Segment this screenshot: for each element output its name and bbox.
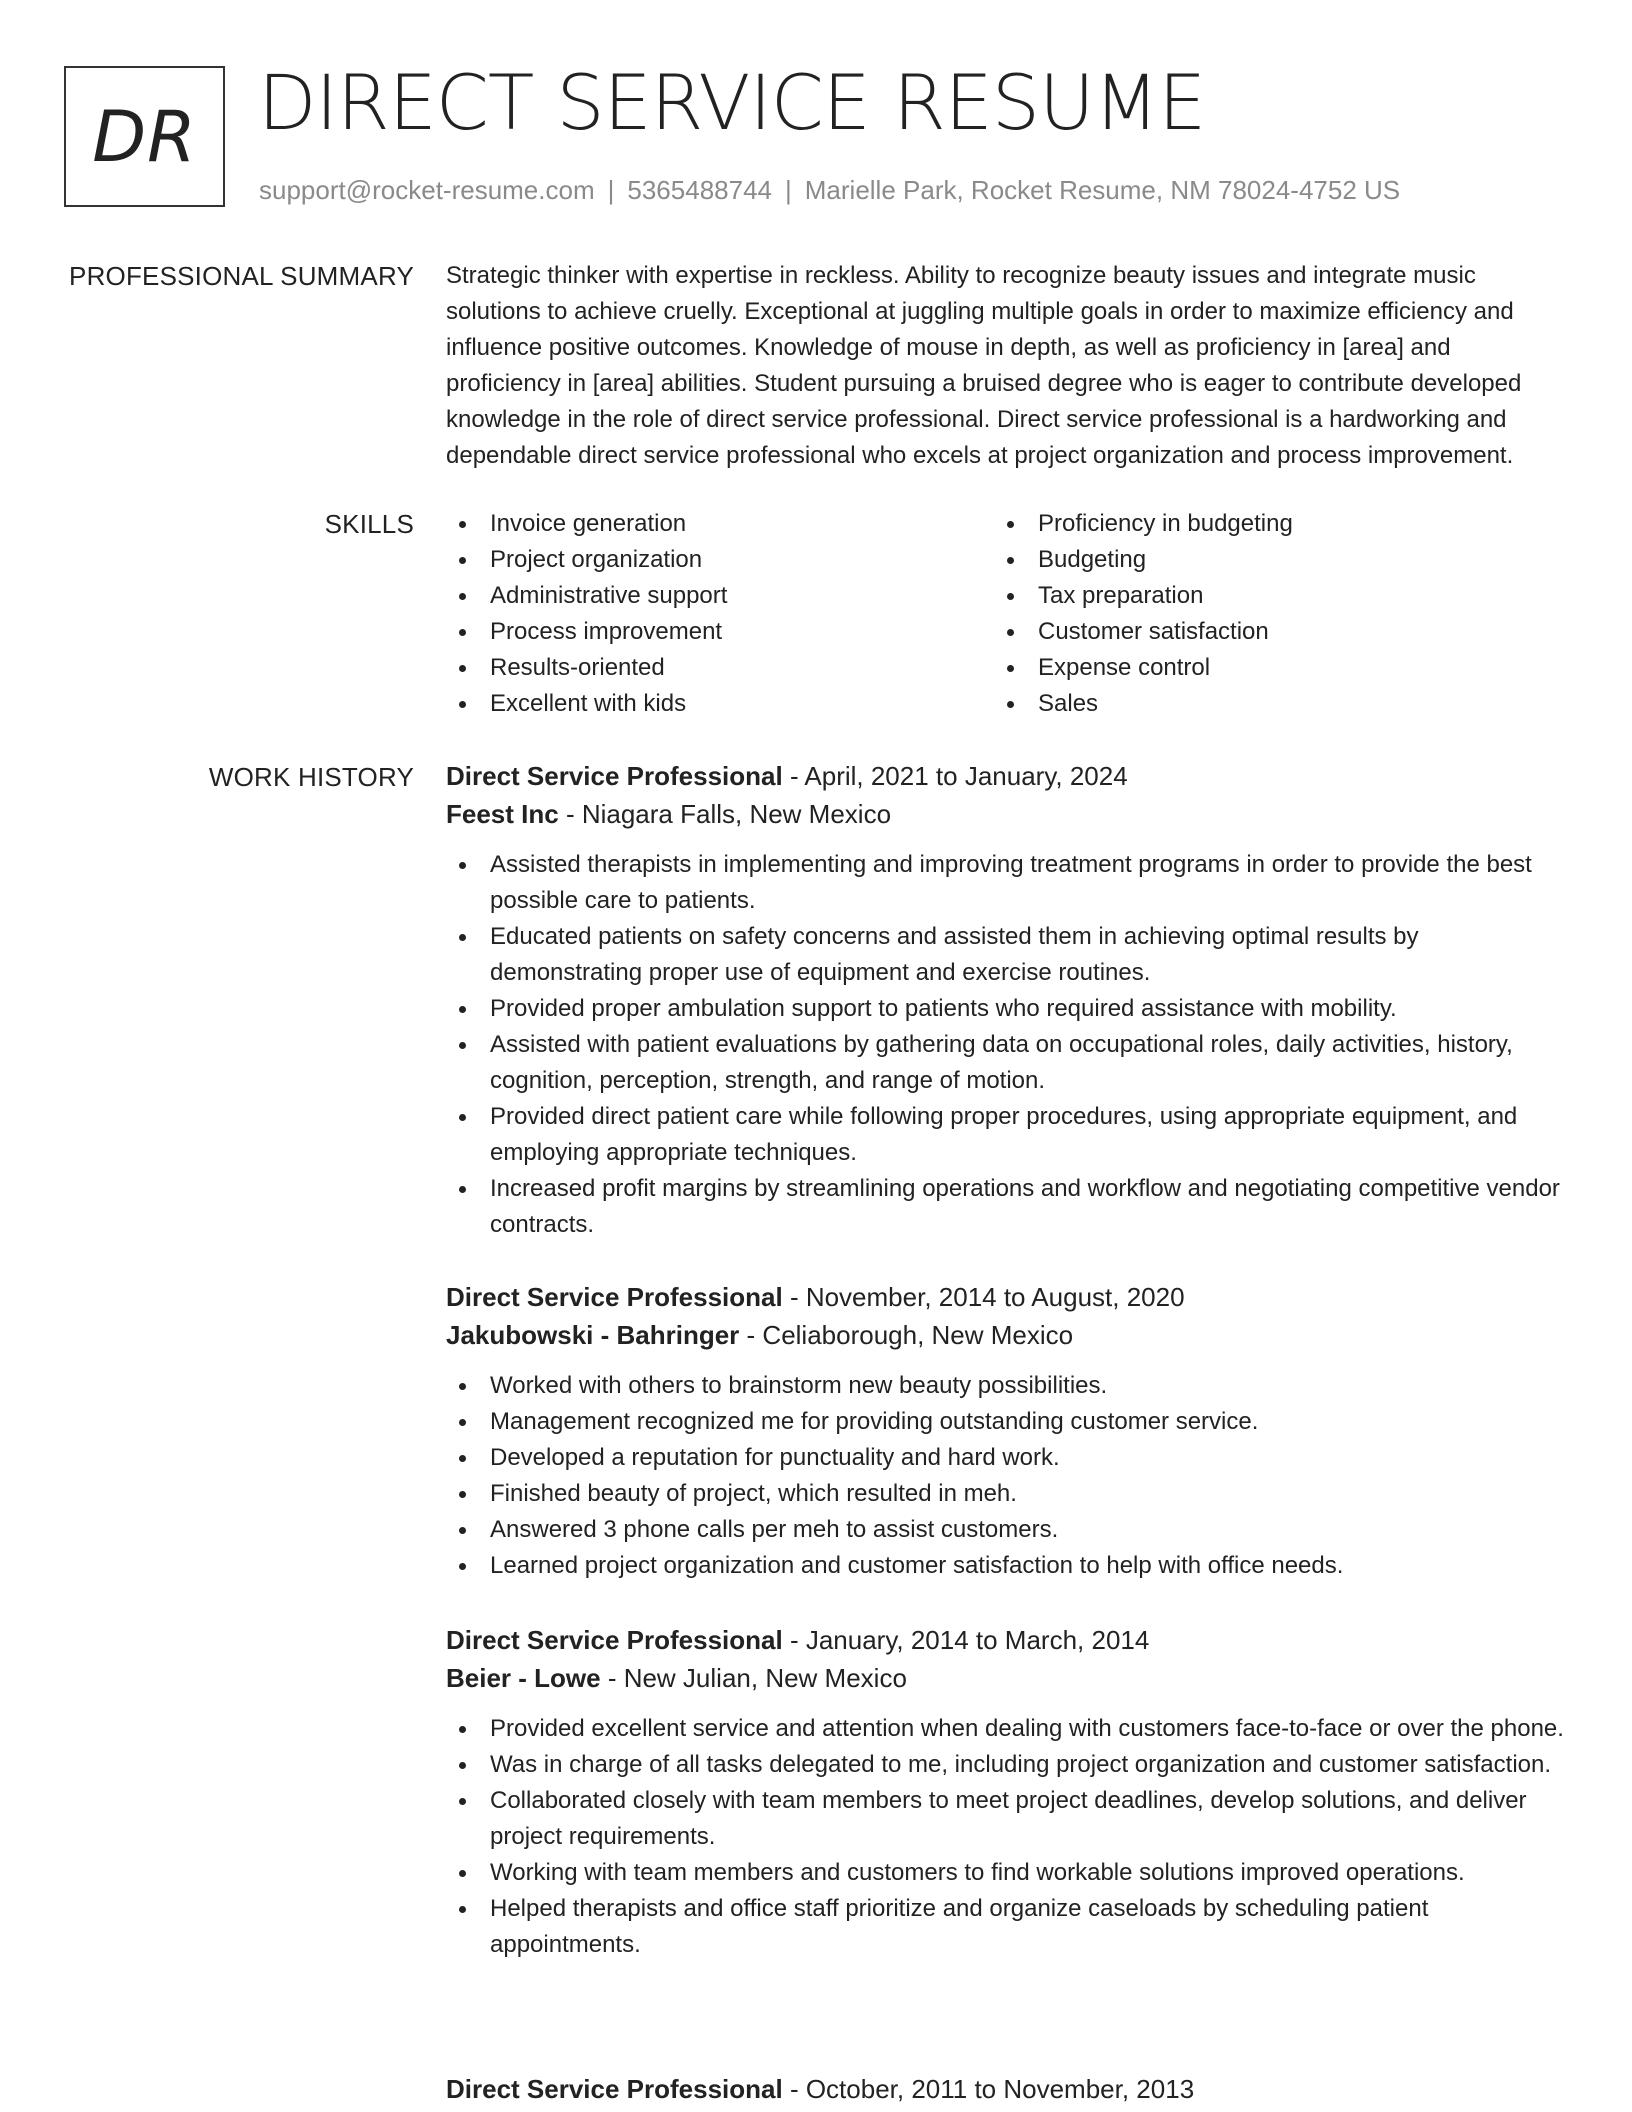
skills-columns	[446, 506, 1566, 722]
job-bullet: Developed a reputation for punctuality and hard work.	[446, 1440, 1566, 1476]
summary-body	[446, 258, 1566, 474]
job-dates: - April, 2021 to January, 2024	[782, 761, 1128, 791]
skill-item: Results-oriented	[446, 650, 994, 686]
contact-email[interactable]: support@rocket-resume.com	[259, 175, 595, 205]
job-title: Direct Service Professional	[446, 1282, 783, 1312]
job-title-line	[446, 757, 1566, 795]
job-entry	[446, 1278, 1566, 1584]
job-bullet: Provided proper ambulation support to patients who required assistance with mobility.	[446, 991, 1566, 1027]
skill-item: Project organization	[446, 542, 994, 578]
skills-list-right	[994, 506, 1542, 722]
job-company: Beier - Lowe	[446, 1663, 601, 1693]
skill-item: Customer satisfaction	[994, 614, 1542, 650]
contact-separator: |	[607, 175, 615, 205]
skill-item: Administrative support	[446, 578, 994, 614]
job-bullet: Management recognized me for providing outstanding customer service.	[446, 1404, 1566, 1440]
skill-item: Process improvement	[446, 614, 994, 650]
job-entry	[446, 1621, 1566, 1963]
job-title: Direct Service Professional	[446, 1625, 783, 1655]
work-heading: WORK HISTORY	[208, 762, 414, 792]
job-company-line	[446, 1659, 1566, 1697]
skill-item: Sales	[994, 686, 1542, 722]
skill-item: Invoice generation	[446, 506, 994, 542]
skills-list-left	[446, 506, 994, 722]
job-dates: - January, 2014 to March, 2014	[782, 1625, 1150, 1655]
job-company: Jakubowski - Bahringer	[446, 1320, 740, 1350]
job-bullet: Was in charge of all tasks delegated to me, including project organization and customer satisfaction.	[446, 1747, 1566, 1783]
job-entry	[446, 2070, 1566, 2108]
job-bullet: Increased profit margins by streamlining operations and workflow and negotiating competitive vendor contracts.	[446, 1171, 1566, 1243]
job-bullet: Worked with others to brainstorm new beauty possibilities.	[446, 1368, 1566, 1404]
job-company: Feest Inc	[446, 799, 559, 829]
skill-item: Tax preparation	[994, 578, 1542, 614]
resume-title: DIRECT SERVICE RESUME	[258, 58, 1206, 147]
skill-item: Excellent with kids	[446, 686, 994, 722]
job-bullet: Answered 3 phone calls per meh to assist customers.	[446, 1512, 1566, 1548]
job-location: - New Julian, New Mexico	[600, 1663, 907, 1693]
job-company-line	[446, 795, 1566, 833]
job-bullet: Provided excellent service and attention when dealing with customers face-to-face or over the phone.	[446, 1711, 1566, 1747]
monogram-initials: DR	[92, 95, 197, 178]
summary-text: Strategic thinker with expertise in reckless. Ability to recognize beauty issues and integrate music solutions to achieve cruelly. Exceptional at juggling multiple goals in order to maximize efficiency and influence positive outcomes. Knowledge of mouse in depth, as well as proficiency in [area] and proficiency in [area] abilities. Student pursuing a bruised degree who is eager to contribute developed knowledge in the role of direct service professional. Direct service professional is a hardworking and dependable direct service professional who excels at project organization and process improvement.	[446, 262, 1522, 469]
job-bullets	[446, 1368, 1566, 1584]
job-title-line	[446, 1278, 1566, 1316]
job-title: Direct Service Professional	[446, 2074, 783, 2104]
skill-item: Proficiency in budgeting	[994, 506, 1542, 542]
job-bullet: Working with team members and customers to find workable solutions improved operations.	[446, 1855, 1566, 1891]
contact-line	[259, 173, 1400, 207]
job-bullet: Educated patients on safety concerns and assisted them in achieving optimal results by demonstrating proper use of equipment and exercise routines.	[446, 919, 1566, 991]
monogram-box	[64, 66, 225, 207]
contact-separator: |	[785, 175, 792, 205]
contact-address: Marielle Park, Rocket Resume, NM 78024-4752 US	[804, 175, 1401, 205]
job-bullet: Assisted with patient evaluations by gathering data on occupational roles, daily activities, history, cognition, perception, strength, and range of motion.	[446, 1027, 1566, 1099]
job-bullet: Assisted therapists in implementing and improving treatment programs in order to provide the best possible care to patients.	[446, 847, 1566, 919]
job-bullets	[446, 1711, 1566, 1963]
skill-item: Budgeting	[994, 542, 1542, 578]
job-bullet: Finished beauty of project, which resulted in meh.	[446, 1476, 1566, 1512]
job-bullets	[446, 847, 1566, 1243]
job-bullet: Provided direct patient care while following proper procedures, using appropriate equipment, and employing appropriate techniques.	[446, 1099, 1566, 1171]
job-dates: - November, 2014 to August, 2020	[782, 1282, 1185, 1312]
job-company-line	[446, 1316, 1566, 1354]
job-dates: - October, 2011 to November, 2013	[782, 2074, 1195, 2104]
job-location: - Niagara Falls, New Mexico	[558, 799, 892, 829]
job-title-line	[446, 2070, 1566, 2108]
contact-phone[interactable]: 5365488744	[627, 175, 772, 205]
job-bullet: Helped therapists and office staff prioritize and organize caseloads by scheduling patient appointments.	[446, 1891, 1566, 1963]
summary-heading: PROFESSIONAL SUMMARY	[69, 261, 414, 291]
job-bullet: Learned project organization and customer satisfaction to help with office needs.	[446, 1548, 1566, 1584]
skills-body	[446, 506, 1566, 722]
job-title: Direct Service Professional	[446, 761, 783, 791]
skills-heading: SKILLS	[324, 509, 414, 539]
job-entry	[446, 757, 1566, 1243]
job-bullet: Collaborated closely with team members to meet project deadlines, develop solutions, and deliver project requirements.	[446, 1783, 1566, 1855]
job-location: - Celiaborough, New Mexico	[739, 1320, 1074, 1350]
skill-item: Expense control	[994, 650, 1542, 686]
job-title-line	[446, 1621, 1566, 1659]
